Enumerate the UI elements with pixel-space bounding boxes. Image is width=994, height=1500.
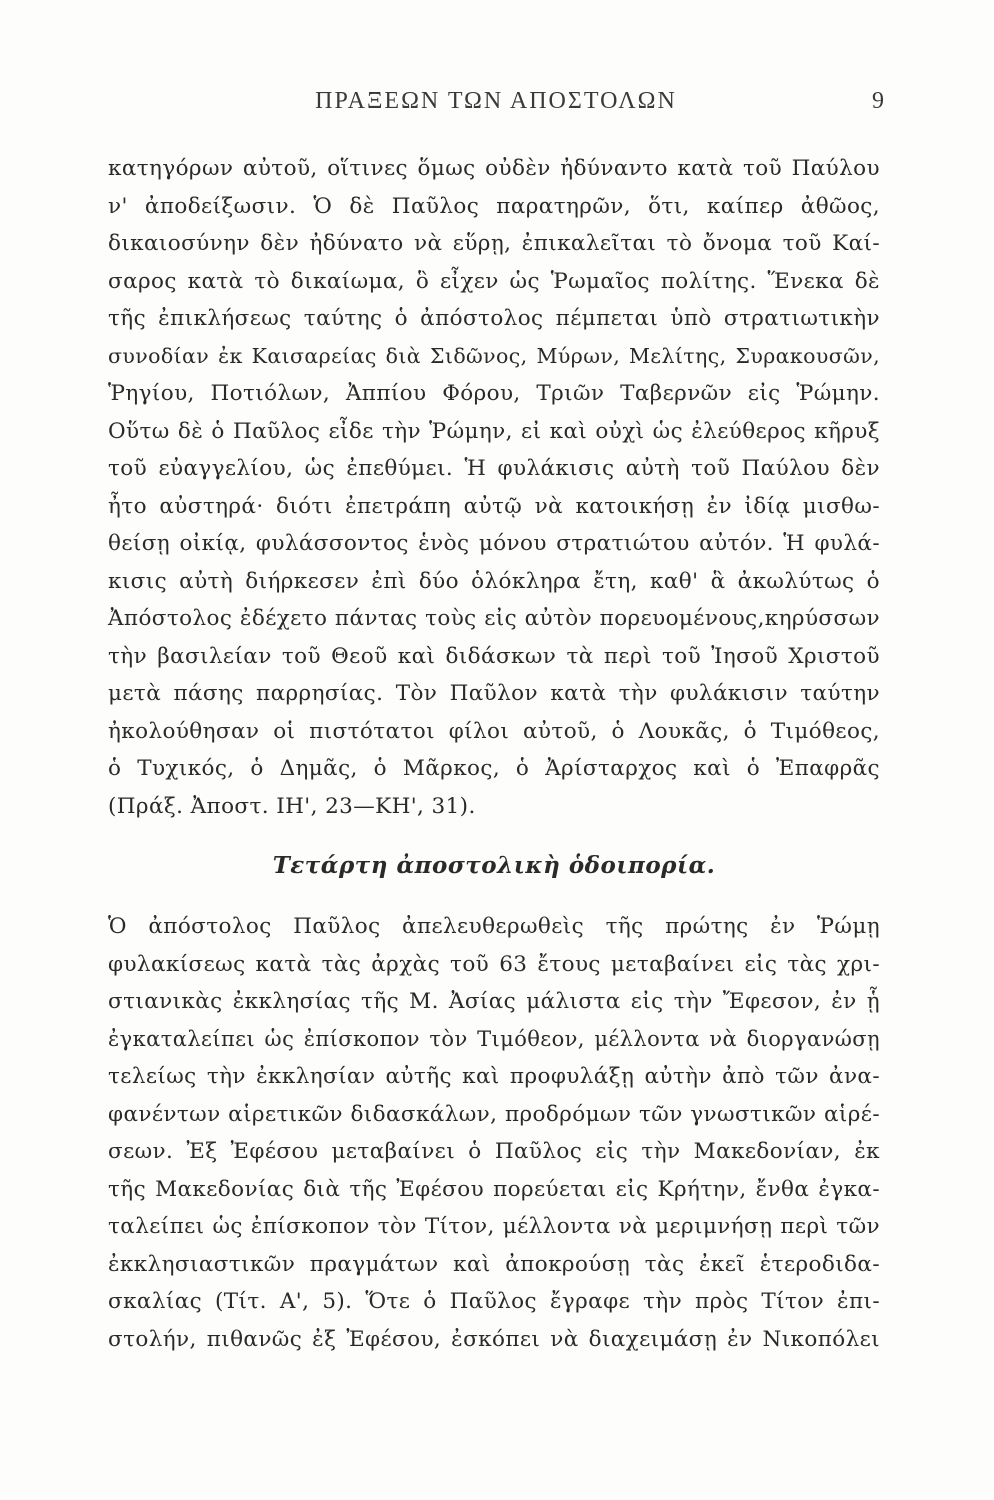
text-line: τῆς ἐπικλήσεως ταύτης ὁ ἀπόστολος πέμπεται ὑπὸ στρατιωτικὴν bbox=[108, 306, 880, 331]
text-line: (Πράξ. Ἀποστ. ΙΗ', 23—ΚΗ', 31). bbox=[108, 793, 476, 819]
text-line: τῆς Μακεδονίας διὰ τῆς Ἐφέσου πορεύεται εἰς Κρήτην, ἔνθα ἐγκα- bbox=[108, 1176, 880, 1202]
text-line: κισις αὐτὴ διήρκεσεν ἐπὶ δύο ὁλόκληρα ἔτη, καθ' ἃ ἀκωλύτως ὁ bbox=[108, 568, 880, 594]
text-line: Ῥηγίου, Ποτιόλων, Ἀππίου Φόρου, Τριῶν Ταβερνῶν εἰς Ῥώμην. bbox=[108, 381, 880, 406]
text-line: στολήν, πιθανῶς ἐξ Ἐφέσου, ἐσκόπει νὰ διαχειμάσῃ ἐν Νικοπόλει bbox=[108, 1326, 880, 1352]
text-line: σαρος κατὰ τὸ δικαίωμα, ὃ εἶχεν ὡς Ῥωμαῖος πολίτης. Ἕνεκα δὲ bbox=[108, 268, 880, 294]
text-line: κατηγόρων αὐτοῦ, οἵτινες ὅμως οὐδὲν ἠδύναντο κατὰ τοῦ Παύλου bbox=[108, 156, 880, 181]
text-line: θείσῃ οἰκίᾳ, φυλάσσοντος ἑνὸς μόνου στρατιώτου αὐτόν. Ἡ φυλά- bbox=[108, 531, 880, 556]
running-title: ΠΡΑΞΕΩΝ ΤΩΝ ΑΠΟΣΤΟΛΩΝ bbox=[315, 88, 677, 114]
text-line: ν' ἀποδείξωσιν. Ὁ δὲ Παῦλος παρατηρῶν, ὅτι, καίπερ ἀθῶος, bbox=[108, 193, 880, 219]
text-line: ἦτο αὐστηρά· διότι ἐπετράπη αὐτῷ νὰ κατοικήσῃ ἐν ἰδίᾳ μισθω- bbox=[108, 493, 880, 519]
text-line: σεων. Ἐξ Ἐφέσου μεταβαίνει ὁ Παῦλος εἰς τὴν Μακεδονίαν, ἐκ bbox=[108, 1139, 880, 1164]
page-number: 9 bbox=[872, 88, 884, 114]
text-line: Οὕτω δὲ ὁ Παῦλος εἶδε τὴν Ῥώμην, εἰ καὶ οὐχὶ ὡς ἐλεύθερος κῆρυξ bbox=[108, 418, 880, 444]
text-line: φυλακίσεως κατὰ τὰς ἀρχὰς τοῦ 63 ἔτους μεταβαίνει εἰς τὰς χρι- bbox=[108, 951, 880, 977]
text-line: δικαιοσύνην δὲν ἠδύνατο νὰ εὕρῃ, ἐπικαλεῖται τὸ ὄνομα τοῦ Καί- bbox=[108, 231, 880, 256]
text-line: σκαλίας (Τίτ. Α', 5). Ὅτε ὁ Παῦλος ἔγραφε τὴν πρὸς Τίτον ἐπι- bbox=[108, 1289, 880, 1314]
section-heading: Τετάρτη ἀποστολικὴ ὁδοιπορία. bbox=[272, 852, 716, 879]
text-line: ἐγκαταλείπει ὡς ἐπίσκοπον τὸν Τιμόθεον, μέλλοντα νὰ διοργανώσῃ bbox=[108, 1026, 880, 1051]
text-line: ταλείπει ὡς ἐπίσκοπον τὸν Τίτον, μέλλοντα νὰ μεριμνήσῃ περὶ τῶν bbox=[108, 1214, 880, 1239]
text-line: στιανικὰς ἐκκλησίας τῆς Μ. Ἀσίας μάλιστα εἰς τὴν Ἔφεσον, ἐν ᾗ bbox=[108, 989, 880, 1014]
text-line: συνοδίαν ἐκ Καισαρείας διὰ Σιδῶνος, Μύρων, Μελίτης, Συρακουσῶν, bbox=[108, 343, 880, 368]
text-line: φανέντων αἱρετικῶν διδασκάλων, προδρόμων τῶν γνωστικῶν αἱρέ- bbox=[108, 1101, 880, 1127]
text-line: ἐκκλησιαστικῶν πραγμάτων καὶ ἀποκρούσῃ τὰς ἐκεῖ ἑτεροδιδα- bbox=[108, 1251, 880, 1277]
text-line: Ἀπόστολος ἐδέχετο πάντας τοὺς εἰς αὐτὸν πορευομένους,κηρύσσων bbox=[108, 606, 880, 631]
text-line: μετὰ πάσης παρρησίας. Τὸν Παῦλον κατὰ τὴν φυλάκισιν ταύτην bbox=[108, 681, 880, 706]
text-line: τελείως τὴν ἐκκλησίαν αὐτῆς καὶ προφυλάξῃ αὐτὴν ἀπὸ τῶν ἀνα- bbox=[108, 1064, 880, 1089]
text-line: ἠκολούθησαν οἱ πιστότατοι φίλοι αὐτοῦ, ὁ Λουκᾶς, ὁ Τιμόθεος, bbox=[108, 718, 880, 744]
text-line: τοῦ εὐαγγελίου, ὡς ἐπεθύμει. Ἡ φυλάκισις αὐτὴ τοῦ Παύλου δὲν bbox=[108, 456, 880, 481]
paragraph-1 bbox=[108, 150, 880, 825]
text-line: ὁ Τυχικός, ὁ Δημᾶς, ὁ Μᾶρκος, ὁ Ἀρίσταρχος καὶ ὁ Ἐπαφρᾶς bbox=[108, 756, 880, 781]
running-head bbox=[108, 88, 884, 118]
text-line: Ὁ ἀπόστολος Παῦλος ἀπελευθερωθεὶς τῆς πρώτης ἐν Ῥώμῃ bbox=[108, 914, 880, 939]
text-line: τὴν βασιλείαν τοῦ Θεοῦ καὶ διδάσκων τὰ περὶ τοῦ Ἰησοῦ Χριστοῦ bbox=[108, 643, 880, 669]
paragraph-2 bbox=[108, 908, 880, 1358]
